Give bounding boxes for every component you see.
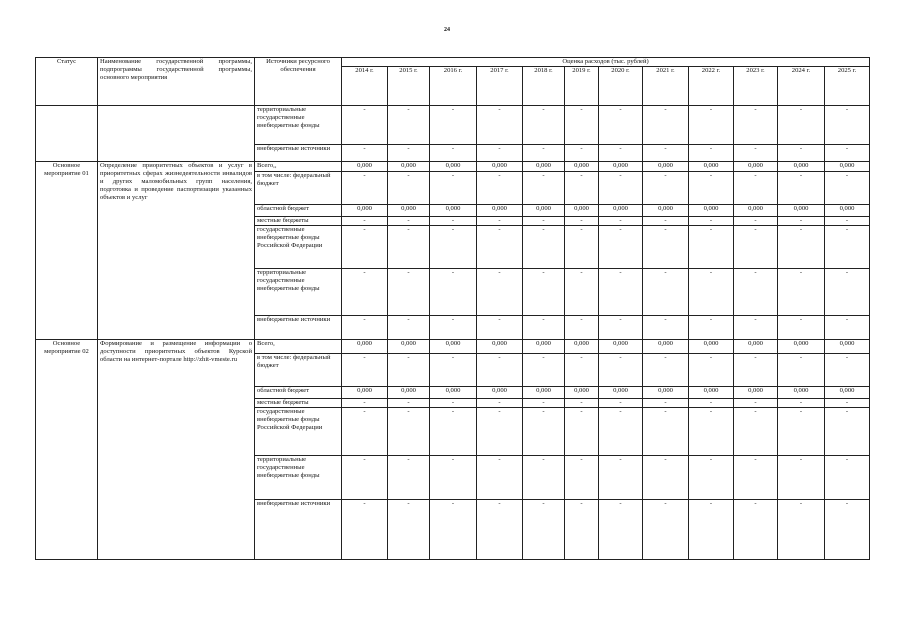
value-cell: 0,000 <box>778 205 825 217</box>
header-row <box>36 58 870 67</box>
value-cell: - <box>643 408 689 456</box>
value-cell: 0,000 <box>388 205 430 217</box>
value-cell: - <box>734 500 778 560</box>
name-cell: Формирование и размещение информации о доступности приоритетных объектов Курской области на интернет-портале http://zhit-vmeste.ru <box>98 340 255 560</box>
value-cell: 0,000 <box>565 162 599 172</box>
value-cell: - <box>599 456 643 500</box>
value-cell: - <box>477 408 523 456</box>
value-cell: - <box>342 217 388 226</box>
value-cell: - <box>643 316 689 340</box>
value-cell: - <box>825 354 870 387</box>
value-cell: 0,000 <box>430 162 477 172</box>
value-cell: - <box>565 408 599 456</box>
value-cell: - <box>430 217 477 226</box>
value-cell: 0,000 <box>523 205 565 217</box>
value-cell: 0,000 <box>689 387 734 399</box>
value-cell: - <box>477 456 523 500</box>
value-cell: - <box>342 500 388 560</box>
value-cell: - <box>825 316 870 340</box>
value-cell: - <box>430 145 477 162</box>
value-cell: - <box>342 106 388 145</box>
value-cell: - <box>778 269 825 316</box>
value-cell: - <box>477 500 523 560</box>
value-cell: - <box>778 354 825 387</box>
value-cell: - <box>778 500 825 560</box>
value-cell: - <box>523 217 565 226</box>
header-year: 2024 г. <box>778 67 825 106</box>
value-cell: - <box>565 145 599 162</box>
source-cell: государственные внебюджетные фонды Российской Федерации <box>255 408 342 456</box>
value-cell: - <box>342 399 388 408</box>
value-cell: - <box>523 269 565 316</box>
header-year: 2023 г. <box>734 67 778 106</box>
value-cell: 0,000 <box>342 162 388 172</box>
value-cell: - <box>689 106 734 145</box>
source-cell: в том числе: федеральный бюджет <box>255 354 342 387</box>
table-row <box>36 340 870 354</box>
value-cell: - <box>689 172 734 205</box>
value-cell: - <box>599 316 643 340</box>
header-year: 2020 г. <box>599 67 643 106</box>
value-cell: - <box>388 269 430 316</box>
value-cell: - <box>599 145 643 162</box>
value-cell: - <box>825 399 870 408</box>
value-cell: 0,000 <box>388 162 430 172</box>
value-cell: - <box>388 316 430 340</box>
value-cell: - <box>825 456 870 500</box>
header-estimate: Оценка расходов (тыс. рублей) <box>342 58 870 67</box>
value-cell: - <box>477 145 523 162</box>
value-cell: - <box>599 217 643 226</box>
value-cell: 0,000 <box>388 340 430 354</box>
value-cell: - <box>643 106 689 145</box>
value-cell: 0,000 <box>689 162 734 172</box>
value-cell: - <box>778 456 825 500</box>
value-cell: - <box>825 500 870 560</box>
value-cell: - <box>523 145 565 162</box>
source-cell: территориальные государственные внебюджетные фонды <box>255 106 342 145</box>
value-cell: - <box>643 145 689 162</box>
value-cell: - <box>430 269 477 316</box>
value-cell: - <box>477 106 523 145</box>
value-cell: 0,000 <box>342 340 388 354</box>
source-cell: внебюджетные источники <box>255 145 342 162</box>
value-cell: - <box>689 269 734 316</box>
value-cell: - <box>523 456 565 500</box>
value-cell: - <box>825 106 870 145</box>
value-cell: - <box>565 354 599 387</box>
value-cell: - <box>825 145 870 162</box>
name-cell: Определение приоритетных объектов и услуг в приоритетных сферах жизнедеятельности инвалидов и других маломобильных групп населения, подготовка и проведение паспортизации указанных объектов и услуг <box>98 162 255 340</box>
value-cell: 0,000 <box>825 205 870 217</box>
value-cell: - <box>430 399 477 408</box>
value-cell: 0,000 <box>643 205 689 217</box>
source-cell: областной бюджет <box>255 205 342 217</box>
value-cell: 0,000 <box>477 205 523 217</box>
value-cell: - <box>523 316 565 340</box>
value-cell: 0,000 <box>825 340 870 354</box>
value-cell: - <box>734 354 778 387</box>
value-cell: - <box>643 354 689 387</box>
value-cell: - <box>734 106 778 145</box>
value-cell: - <box>825 408 870 456</box>
value-cell: - <box>565 456 599 500</box>
header-name: Наименование государственной программы, подпрограммы государственной программы, основного мероприятия <box>98 58 255 106</box>
value-cell: - <box>565 399 599 408</box>
value-cell: - <box>477 217 523 226</box>
value-cell: - <box>430 226 477 269</box>
value-cell: - <box>565 217 599 226</box>
value-cell: - <box>388 172 430 205</box>
value-cell: 0,000 <box>599 162 643 172</box>
value-cell: - <box>523 408 565 456</box>
value-cell: 0,000 <box>778 162 825 172</box>
value-cell: - <box>689 500 734 560</box>
value-cell: - <box>734 217 778 226</box>
table-row <box>36 162 870 172</box>
value-cell: - <box>778 226 825 269</box>
value-cell: - <box>477 316 523 340</box>
page-number: 24 <box>444 27 450 33</box>
value-cell: - <box>689 354 734 387</box>
value-cell: - <box>599 500 643 560</box>
value-cell: 0,000 <box>430 387 477 399</box>
value-cell: - <box>523 399 565 408</box>
value-cell: 0,000 <box>734 205 778 217</box>
value-cell: - <box>689 226 734 269</box>
value-cell: - <box>430 106 477 145</box>
value-cell: - <box>523 106 565 145</box>
header-year: 2021 г. <box>643 67 689 106</box>
value-cell: - <box>565 316 599 340</box>
value-cell: - <box>599 399 643 408</box>
status-cell: Основное мероприятие 01 <box>36 162 98 340</box>
value-cell: - <box>565 269 599 316</box>
value-cell: - <box>430 408 477 456</box>
header-year: 2025 г. <box>825 67 870 106</box>
value-cell: 0,000 <box>477 387 523 399</box>
value-cell: 0,000 <box>430 205 477 217</box>
value-cell: - <box>734 456 778 500</box>
value-cell: - <box>778 399 825 408</box>
source-cell: территориальные государственные внебюджетные фонды <box>255 269 342 316</box>
value-cell: - <box>643 217 689 226</box>
status-cell: Основное мероприятие 02 <box>36 340 98 560</box>
value-cell: 0,000 <box>342 205 388 217</box>
value-cell: - <box>734 145 778 162</box>
value-cell: - <box>689 217 734 226</box>
value-cell: 0,000 <box>778 387 825 399</box>
value-cell: - <box>565 226 599 269</box>
value-cell: 0,000 <box>477 340 523 354</box>
source-cell: государственные внебюджетные фонды Российской Федерации <box>255 226 342 269</box>
value-cell: - <box>734 172 778 205</box>
source-cell: внебюджетные источники <box>255 316 342 340</box>
value-cell: - <box>643 399 689 408</box>
name-cell <box>98 106 255 162</box>
value-cell: - <box>388 217 430 226</box>
value-cell: - <box>388 145 430 162</box>
value-cell: - <box>523 500 565 560</box>
header-year: 2015 г. <box>388 67 430 106</box>
value-cell: 0,000 <box>599 205 643 217</box>
value-cell: - <box>342 269 388 316</box>
value-cell: - <box>342 226 388 269</box>
value-cell: 0,000 <box>565 387 599 399</box>
header-year: 2014 г. <box>342 67 388 106</box>
source-cell: местные бюджеты <box>255 217 342 226</box>
value-cell: - <box>388 456 430 500</box>
value-cell: - <box>477 399 523 408</box>
value-cell: - <box>825 172 870 205</box>
budget-table-body <box>36 58 870 560</box>
header-year: 2018 г. <box>523 67 565 106</box>
value-cell: - <box>734 269 778 316</box>
value-cell: - <box>778 217 825 226</box>
value-cell: - <box>734 226 778 269</box>
value-cell: - <box>388 408 430 456</box>
value-cell: - <box>643 269 689 316</box>
value-cell: 0,000 <box>643 162 689 172</box>
value-cell: - <box>778 172 825 205</box>
header-year: 2022 г. <box>689 67 734 106</box>
value-cell: - <box>430 172 477 205</box>
value-cell: - <box>430 500 477 560</box>
value-cell: - <box>599 106 643 145</box>
value-cell: - <box>565 500 599 560</box>
value-cell: - <box>643 226 689 269</box>
source-cell: местные бюджеты <box>255 399 342 408</box>
value-cell: - <box>778 145 825 162</box>
source-cell: в том числе: федеральный бюджет <box>255 172 342 205</box>
value-cell: - <box>523 354 565 387</box>
value-cell: - <box>825 269 870 316</box>
value-cell: - <box>643 456 689 500</box>
value-cell: - <box>523 226 565 269</box>
value-cell: 0,000 <box>825 162 870 172</box>
value-cell: 0,000 <box>565 340 599 354</box>
value-cell: - <box>599 269 643 316</box>
value-cell: 0,000 <box>430 340 477 354</box>
value-cell: - <box>342 172 388 205</box>
value-cell: 0,000 <box>599 387 643 399</box>
value-cell: - <box>778 408 825 456</box>
value-cell: - <box>565 106 599 145</box>
value-cell: - <box>599 226 643 269</box>
source-cell: Всего, <box>255 340 342 354</box>
source-cell: территориальные государственные внебюджетные фонды <box>255 456 342 500</box>
source-cell: внебюджетные источники <box>255 500 342 560</box>
status-cell <box>36 106 98 162</box>
value-cell: 0,000 <box>523 162 565 172</box>
value-cell: - <box>689 456 734 500</box>
value-cell: 0,000 <box>825 387 870 399</box>
value-cell: - <box>342 456 388 500</box>
value-cell: - <box>430 316 477 340</box>
value-cell: - <box>523 172 565 205</box>
value-cell: - <box>477 172 523 205</box>
value-cell: - <box>825 217 870 226</box>
value-cell: - <box>430 456 477 500</box>
value-cell: - <box>342 354 388 387</box>
value-cell: - <box>643 172 689 205</box>
value-cell: - <box>599 408 643 456</box>
value-cell: - <box>430 354 477 387</box>
value-cell: 0,000 <box>523 387 565 399</box>
value-cell: - <box>734 316 778 340</box>
value-cell: - <box>388 500 430 560</box>
table-row <box>36 106 870 145</box>
value-cell: 0,000 <box>643 387 689 399</box>
value-cell: 0,000 <box>565 205 599 217</box>
value-cell: - <box>689 408 734 456</box>
value-cell: 0,000 <box>477 162 523 172</box>
value-cell: 0,000 <box>689 205 734 217</box>
header-source: Источники ресурсного обеспечения <box>255 58 342 106</box>
value-cell: - <box>342 316 388 340</box>
value-cell: 0,000 <box>388 387 430 399</box>
value-cell: - <box>388 226 430 269</box>
value-cell: 0,000 <box>734 162 778 172</box>
header-year: 2017 г. <box>477 67 523 106</box>
value-cell: - <box>477 269 523 316</box>
value-cell: - <box>689 399 734 408</box>
value-cell: - <box>778 316 825 340</box>
value-cell: 0,000 <box>599 340 643 354</box>
budget-table <box>35 57 870 560</box>
value-cell: - <box>689 316 734 340</box>
value-cell: - <box>778 106 825 145</box>
value-cell: - <box>477 226 523 269</box>
value-cell: - <box>643 500 689 560</box>
value-cell: - <box>565 172 599 205</box>
value-cell: - <box>388 399 430 408</box>
value-cell: 0,000 <box>643 340 689 354</box>
value-cell: 0,000 <box>523 340 565 354</box>
value-cell: - <box>599 172 643 205</box>
value-cell: 0,000 <box>734 387 778 399</box>
value-cell: - <box>825 226 870 269</box>
value-cell: - <box>342 408 388 456</box>
source-cell: Всего,, <box>255 162 342 172</box>
value-cell: - <box>734 399 778 408</box>
value-cell: 0,000 <box>734 340 778 354</box>
header-status: Статус <box>36 58 98 106</box>
value-cell: - <box>342 145 388 162</box>
value-cell: - <box>599 354 643 387</box>
header-year: 2016 г. <box>430 67 477 106</box>
value-cell: - <box>388 106 430 145</box>
value-cell: - <box>388 354 430 387</box>
header-year: 2019 г. <box>565 67 599 106</box>
value-cell: 0,000 <box>778 340 825 354</box>
value-cell: - <box>734 408 778 456</box>
value-cell: - <box>477 354 523 387</box>
value-cell: - <box>689 145 734 162</box>
value-cell: 0,000 <box>342 387 388 399</box>
value-cell: 0,000 <box>689 340 734 354</box>
source-cell: областной бюджет <box>255 387 342 399</box>
